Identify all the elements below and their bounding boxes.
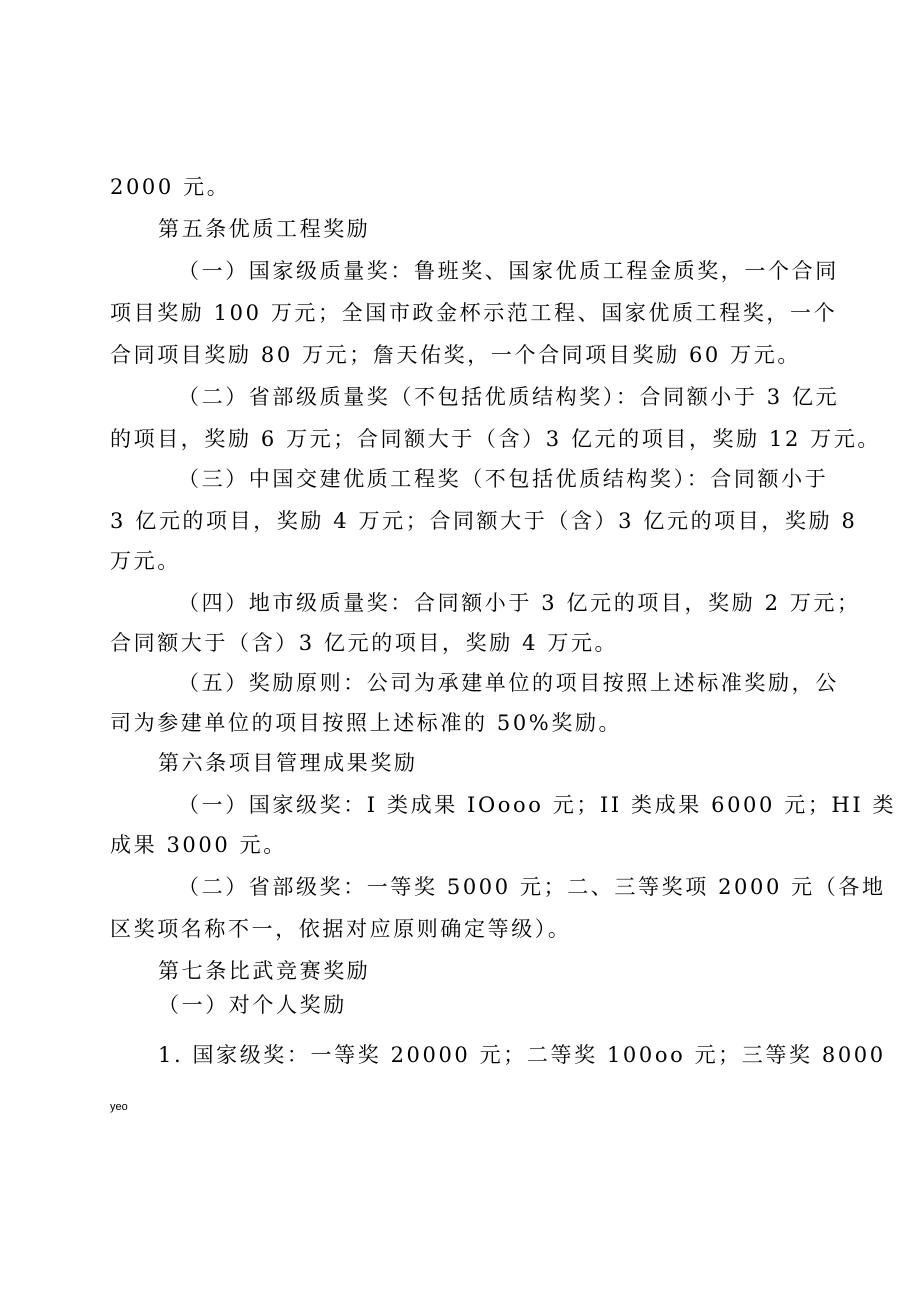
text-line: 3 亿元的项目，奖励 4 万元；合同额大于（含）3 亿元的项目，奖励 8 (110, 509, 858, 533)
text-line: 万元。 (110, 549, 181, 573)
text-line: 项目奖励 100 万元；全国市政金杯示范工程、国家优质工程奖，一个 (110, 301, 838, 325)
text-line: 的项目，奖励 6 万元；合同额大于（含）3 亿元的项目，奖励 12 万元。 (110, 427, 882, 451)
text-line: （一）对个人奖励 (158, 993, 347, 1017)
text-line: （一）国家级奖：I 类成果 IOooo 元；II 类成果 6000 元；HI 类 (178, 793, 897, 817)
text-line: （二）省部级奖：一等奖 5000 元；二、三等奖项 2000 元（各地 (178, 875, 886, 899)
text-line: 司为参建单位的项目按照上述标准的 50%奖励。 (110, 711, 623, 735)
text-line: 合同额大于（含）3 亿元的项目，奖励 4 万元。 (110, 631, 619, 655)
section-heading: 第六条项目管理成果奖励 (158, 751, 418, 775)
text-line: 合同项目奖励 80 万元；詹天佑奖，一个合同项目奖励 60 万元。 (110, 343, 801, 367)
text-line: 1. 国家级奖：一等奖 20000 元；二等奖 100oo 元；三等奖 8000 (158, 1043, 886, 1067)
text-line: 成果 3000 元。 (110, 833, 287, 857)
section-heading: 第五条优质工程奖励 (158, 217, 371, 241)
text-line: （一）国家级质量奖：鲁班奖、国家优质工程金质奖，一个合同 (178, 259, 839, 283)
text-line: 区奖项名称不一，依据对应原则确定等级）。 (110, 917, 572, 941)
text-line: （二）省部级质量奖（不包括优质结构奖）：合同额小于 3 亿元 (178, 385, 840, 409)
text-line: （五）奖励原则：公司为承建单位的项目按照上述标准奖励，公 (178, 671, 839, 695)
text-line: 2000 元。 (110, 175, 231, 199)
section-heading: 第七条比武竞赛奖励 (158, 959, 371, 983)
footer-mark: yeo (110, 1101, 128, 1113)
text-line: （三）中国交建优质工程奖（不包括优质结构奖）：合同额小于 (178, 467, 829, 491)
text-line: （四）地市级质量奖：合同额小于 3 亿元的项目，奖励 2 万元； (178, 591, 861, 615)
